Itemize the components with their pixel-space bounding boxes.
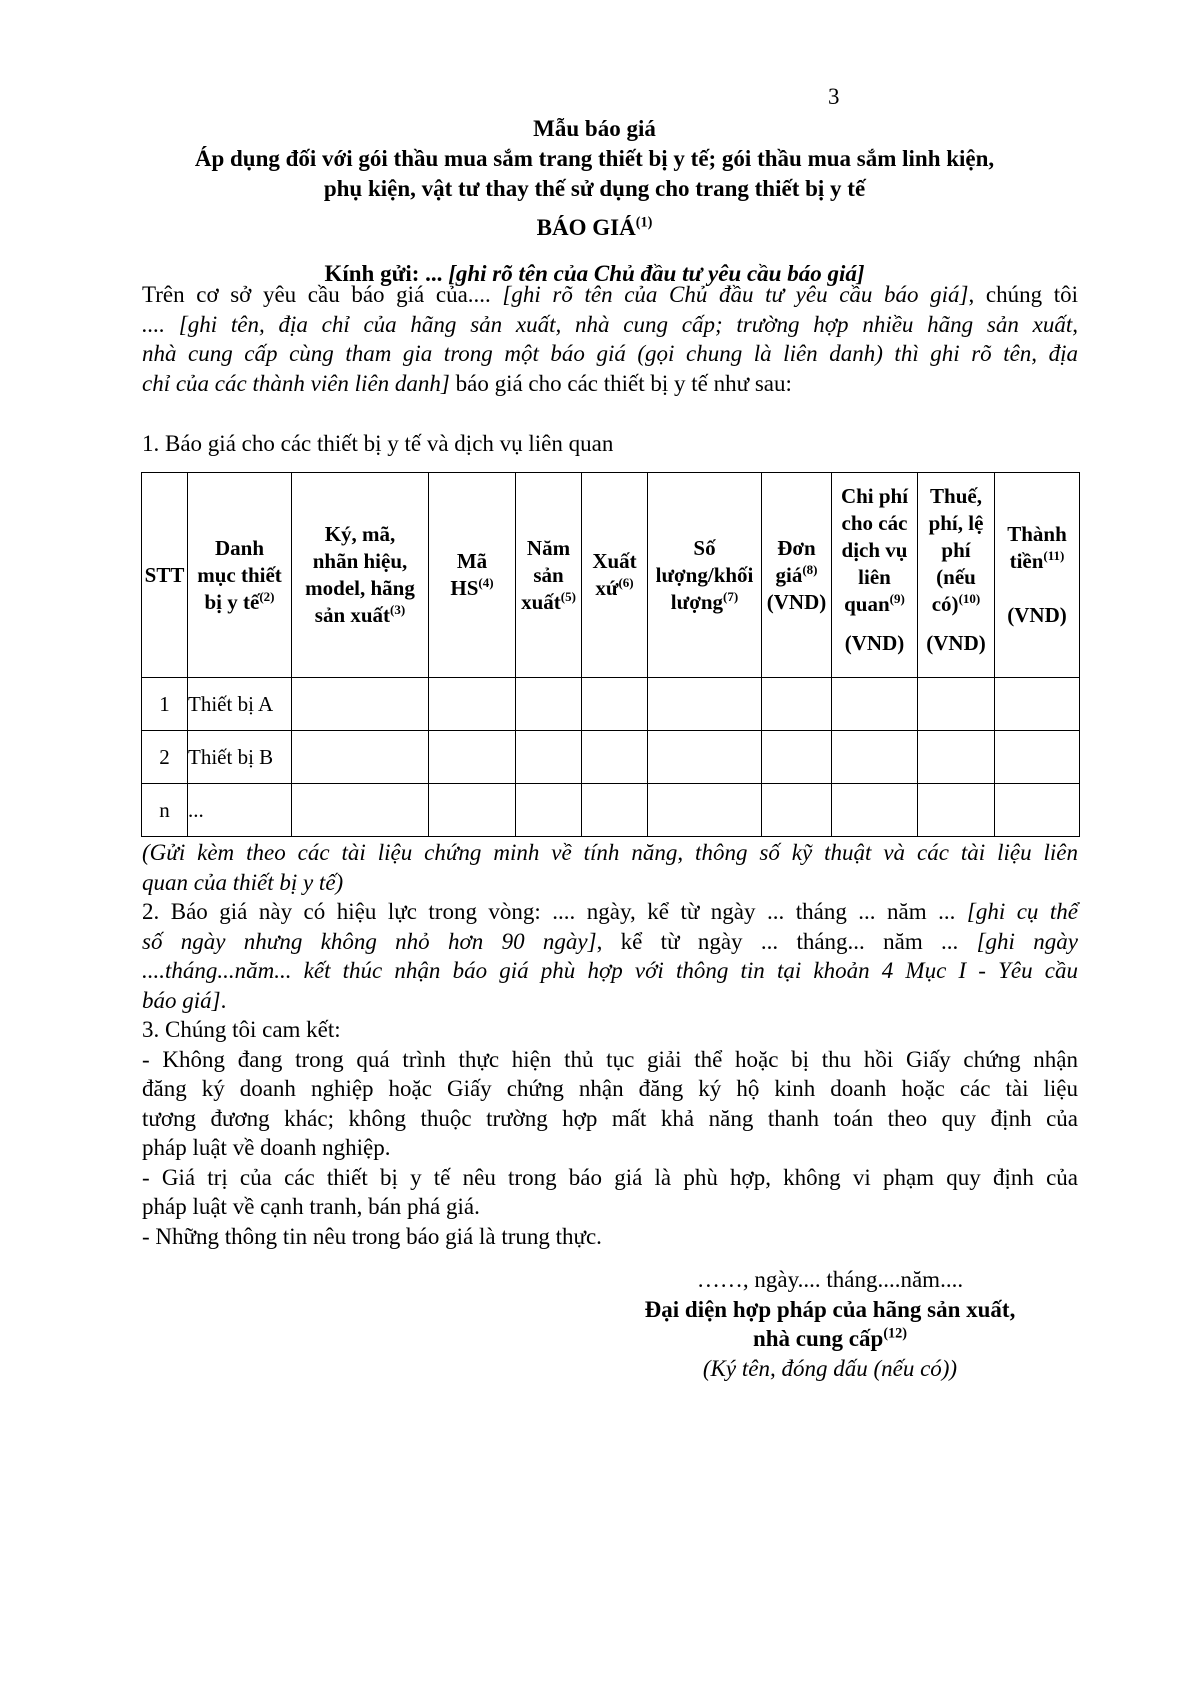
header-hs-code: Mã HS$^{(4)}$ [429,473,516,678]
header-model: Ký, mã, nhãn hiệu, model, hãng sản xuất$^{(3)}$ [292,473,429,678]
signature-title-line-1: Đại diện hợp pháp của hãng sản xuất, [644,1297,1016,1322]
table-row [142,784,1080,837]
row-quantity-cell [648,678,762,731]
row-unit-price-cell [762,731,832,784]
signature-date: ……, ngày.... tháng....năm.... [696,1267,964,1292]
row-service-cell [832,731,918,784]
intro-paragraph: Trên cơ sở yêu cầu báo giá của.... [ghi rõ tên của Chủ đầu tư yêu cầu báo giá], chúng tôi .... [ghi tên, địa chỉ của hãng sản xuất, nhà cung cấp; trường hợp nhiều hãng sản xuất, nhà cung cấp cùng tham gia trong một báo giá (gọi chung là liên danh) thì ghi rõ tên, địa chỉ của các thành viên liên danh] báo giá cho các thiết bị y tế như sau: [142,282,1078,396]
signature-title-line-2: nhà cung cấp$^{(12)}$ [752,1325,908,1351]
row-tax-cell [918,784,995,837]
header-stt: STT [142,473,188,678]
row-year-cell [516,731,582,784]
page-number: 3 [828,84,840,109]
header-year: Năm sản xuất$^{(5)}$ [516,473,582,678]
row-stt: n [142,784,188,837]
row-tax-cell [918,678,995,731]
row-device-name: Thiết bị B [188,731,292,784]
row-origin-cell [582,784,648,837]
section-1-heading: 1. Báo giá cho các thiết bị y tế và dịch vụ liên quan [142,431,614,456]
form-subtitle-line-2: phụ kiện, vật tư thay thế sử dụng cho trang thiết bị y tế [323,176,866,201]
validity-paragraph: 2. Báo giá này có hiệu lực trong vòng: .... ngày, kể từ ngày ... tháng ... năm ... [ghi cụ thể số ngày nhưng không nhỏ hơn 90 ngày], kể từ ngày ... tháng... năm ... [ghi ngày ....tháng...năm... kết thúc nhận báo giá phù hợp với thông tin tại khoản 4 Mục I - Yêu cầu báo giá]. [142,899,1078,1013]
row-model-cell [292,678,429,731]
header-origin: Xuất xứ$^{(6)}$ [582,473,648,678]
row-origin-cell [582,678,648,731]
header-quantity: Số lượng/khối lượng$^{(7)}$ [648,473,762,678]
row-stt: 2 [142,731,188,784]
row-total-cell [995,731,1080,784]
row-year-cell [516,784,582,837]
table-row [142,678,1080,731]
row-service-cell [832,678,918,731]
signature-note: (Ký tên, đóng dấu (nếu có)) [702,1356,958,1381]
row-quantity-cell [648,784,762,837]
header-service-cost: Chi phí cho các dịch vụ liên quan$^{(9)}$ (VND) [832,473,918,678]
row-total-cell [995,784,1080,837]
attachment-note: (Gửi kèm theo các tài liệu chứng minh về tính năng, thông số kỹ thuật và các tài liệu liên quan của thiết bị y tế) [142,840,1078,895]
header-tax-fee: Thuế, phí, lệ phí (nếu có)$^{(10)}$ (VND) [918,473,995,678]
header-unit-price: Đơn giá$^{(8)}$ (VND) [762,473,832,678]
row-model-cell [292,731,429,784]
header-device-name: Danh mục thiết bị y tế$^{(2)}$ [188,473,292,678]
table-header-row [142,473,1080,678]
commitment-section: 3. Chúng tôi cam kết: - Không đang trong quá trình thực hiện thủ tục giải thể hoặc bị thu hồi Giấy chứng nhận đăng ký doanh nghiệp hoặc Giấy chứng nhận đăng ký hộ kinh doanh hoặc các tài liệu tương đương khác; không thuộc trường hợp mất khả năng thanh toán theo quy định của pháp luật về doanh nghiệp. - Giá trị của các thiết bị y tế nêu trong báo giá là phù hợp, không vi phạm quy định của pháp luật về cạnh tranh, bán phá giá. - Những thông tin nêu trong báo giá là trung thực. [142,1017,1078,1249]
row-device-name: Thiết bị A [188,678,292,731]
row-origin-cell [582,731,648,784]
form-subtitle-line-1: Áp dụng đối với gói thầu mua sắm trang thiết bị y tế; gói thầu mua sắm linh kiện, [194,146,995,171]
row-total-cell [995,678,1080,731]
row-quantity-cell [648,731,762,784]
row-year-cell [516,678,582,731]
header-total: Thành tiền$^{(11)}$ (VND) [995,473,1080,678]
commitment-title: 3. Chúng tôi cam kết: [142,1017,341,1042]
row-model-cell [292,784,429,837]
row-hs-cell [429,784,516,837]
form-title: Mẫu báo giá [533,116,656,141]
row-stt: 1 [142,678,188,731]
row-unit-price-cell [762,678,832,731]
row-unit-price-cell [762,784,832,837]
document-heading: BÁO GIÁ$^{(1)}$ [536,214,653,240]
quotation-table [141,472,1080,837]
addressee: Kính gửi: ... [ghi rõ tên của Chủ đầu tư yêu cầu báo giá] [324,261,865,286]
row-hs-cell [429,678,516,731]
row-device-name: ... [188,784,292,837]
row-tax-cell [918,731,995,784]
row-hs-cell [429,731,516,784]
row-service-cell [832,784,918,837]
table-row [142,731,1080,784]
